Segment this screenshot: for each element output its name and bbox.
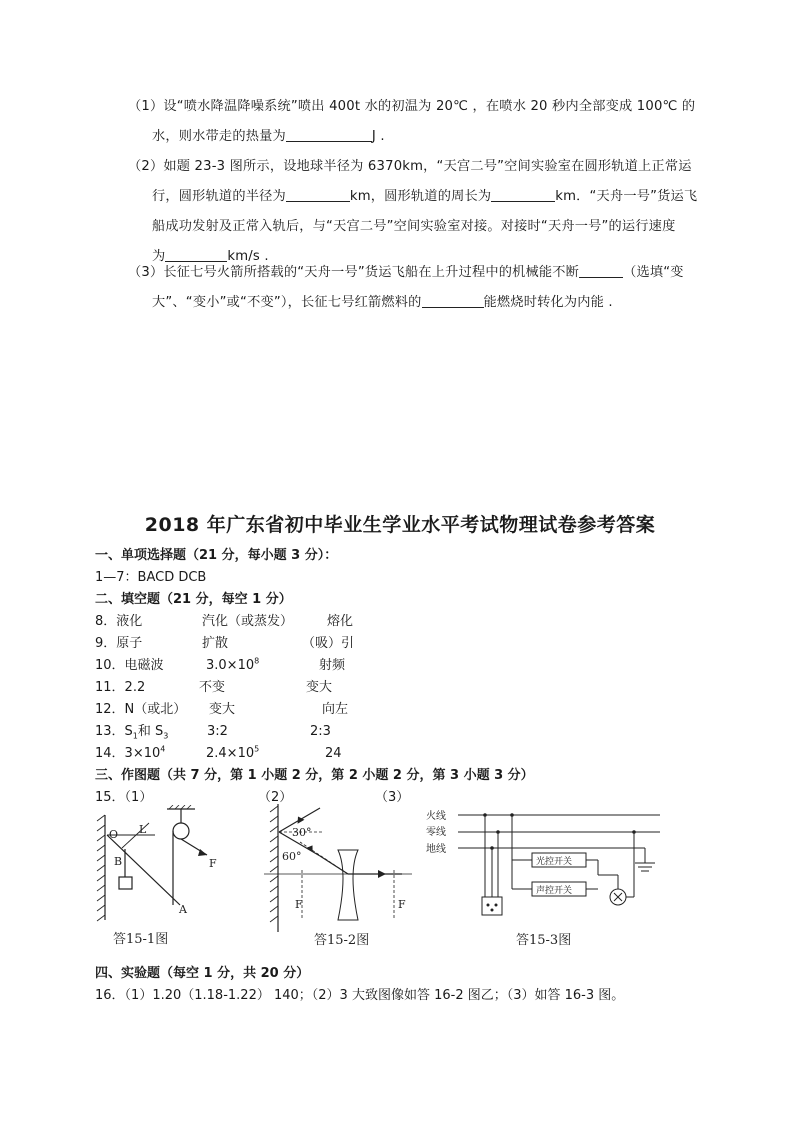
q1-line1: （1）设“喷水降温降噪系统”喷出 400t 水的初温为 20℃ ，在喷水 20 秒内全部变成 100℃ 的: [128, 99, 696, 114]
q2-line3: 船成功发射及正常入轨后，与“天宫二号”空间实验室对接。对接时“天舟一号”的运行速度: [152, 219, 676, 234]
answer-blank: [579, 263, 623, 278]
fig1-label-l: L: [139, 823, 147, 836]
fig1-label-f: F: [209, 857, 217, 870]
fig1-label-a: A: [179, 903, 187, 916]
fig1-label-o: O: [109, 828, 119, 841]
fig2-angle-60: 60°: [282, 850, 302, 863]
q3-line1: （3）长征七号火箭所搭载的“天舟一号”货运飞船在上升过程中的机械能不断 （选填“变: [128, 265, 684, 280]
q1-line2: 水，则水带走的热量为 J .: [152, 129, 385, 144]
fig3-caption: 答15-3图: [516, 933, 572, 948]
answer-row-8: 8．液化 汽化（或蒸发） 熔化: [95, 614, 354, 629]
fig3-light-switch: 光控开关: [536, 857, 573, 867]
fig1-label-b: B: [114, 855, 123, 868]
fig2-angle-30: 30°: [292, 826, 312, 839]
figure-15-2: [262, 800, 422, 955]
answer-blank: [422, 293, 484, 308]
fig3-ground-wire: 地线: [426, 844, 446, 855]
question-16-answer: 16．（1）1.20（1.18-1.22） 140；（2）3 大致图像如答 16-2 图乙；（3）如答 16-3 图。: [95, 988, 625, 1003]
fig1-caption: 答15-1图: [113, 932, 169, 947]
answer-key-title: 2018 年广东省初中毕业生学业水平考试物理试卷参考答案: [144, 514, 656, 536]
answer-blank: [286, 127, 372, 142]
fig2-caption: 答15-2图: [314, 933, 370, 948]
q2-line2: 行，圆形轨道的半径为 km，圆形轨道的周长为 km．“天舟一号”货运飞: [152, 189, 698, 204]
answer-row-13: 13．$S_1$和 $S_3$ 3:2 2:3: [95, 724, 331, 741]
answer-blank: [286, 187, 350, 202]
question-3: [128, 258, 713, 318]
answer-row-11: 11．2.2 不变 变大: [95, 680, 333, 695]
section-1-heading: 一、单项选择题（21 分，每小题 3 分）：: [95, 548, 338, 563]
answer-row-12: 12．N（或北） 变大 向左: [95, 702, 349, 717]
q3-line2: 大”、“变小”或“不变”），长征七号红箭燃料的 能燃烧时转化为内能 .: [152, 295, 613, 310]
fig3-neutral-wire: 零线: [426, 827, 446, 838]
q2-line4: 为 km/s .: [152, 249, 269, 264]
q2-line1: （2）如题 23-3 图所示，设地球半径为 6370km，“天宫二号”空间实验室在圆形轨道上正常运: [128, 159, 692, 174]
question-1: [128, 92, 713, 152]
section-1-answer: 1—7：BACD DCB: [95, 570, 207, 585]
section-3-heading: 三、作图题（共 7 分，第 1 小题 2 分，第 2 小题 2 分，第 3 小题 3 分）: [95, 768, 534, 783]
fig3-sound-switch: 声控开关: [536, 886, 573, 896]
answer-row-10: 10．电磁波 $3.0\times 10^8$ 射频: [95, 656, 346, 673]
figure-15-1: [95, 805, 245, 955]
fig2-focus-right: F: [398, 898, 406, 911]
fig2-focus-left: F: [295, 898, 303, 911]
figure-15-3: [420, 805, 670, 955]
fig3-live-wire: 火线: [426, 811, 446, 822]
section-4-heading: 四、实验题（每空 1 分，共 20 分）: [95, 966, 310, 981]
section-2-heading: 二、填空题（21 分，每空 1 分）: [95, 592, 292, 607]
question-15-label: 15．（1） （2） （3）: [95, 790, 410, 805]
answer-row-9: 9．原子 扩散 （吸）引: [95, 636, 355, 651]
answer-row-14: 14．$3\times 10^4$ $2.4\times 10^5$ 24: [95, 744, 342, 761]
answer-blank: [491, 187, 555, 202]
question-2: [128, 152, 713, 272]
